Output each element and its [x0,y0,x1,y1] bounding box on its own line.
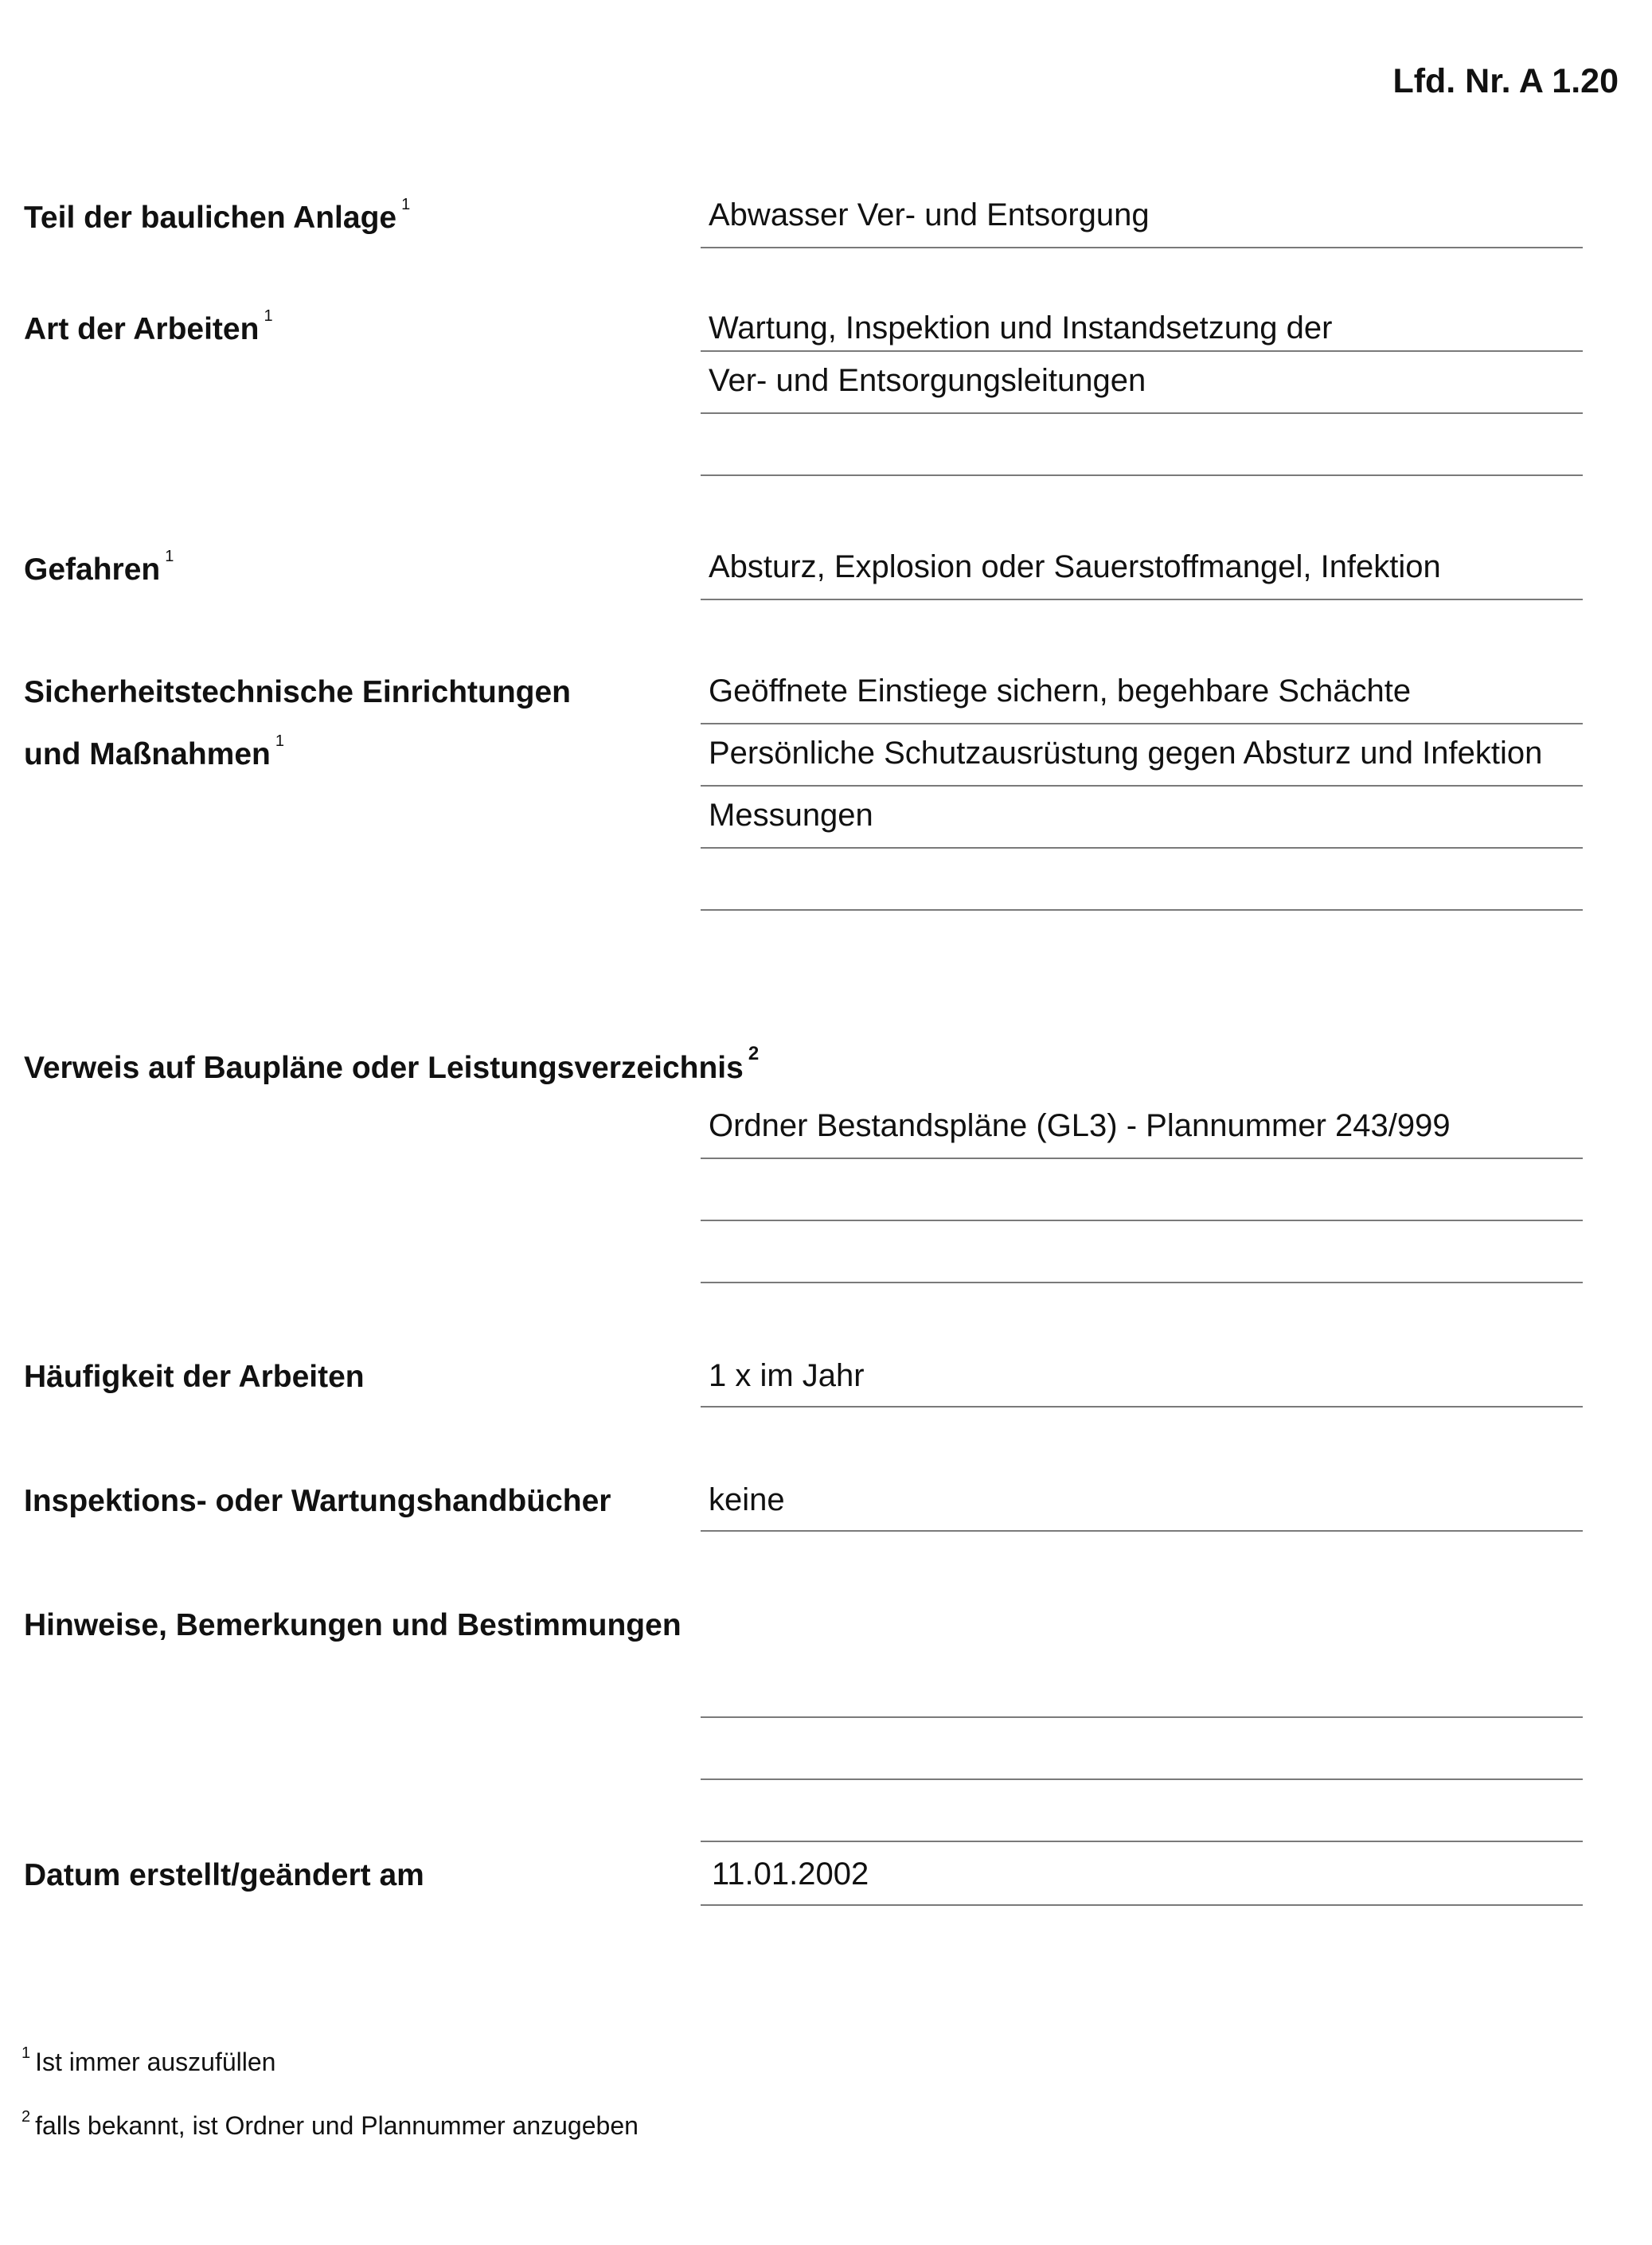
value-handbuecher: keine [709,1482,785,1517]
footnote-text: falls bekannt, ist Ordner und Plannummer anzugeben [35,2111,639,2140]
value-sicherheit-line1: Geöffnete Einstiege sichern, begehbare Schächte [709,674,1412,709]
footnote-marker: 1 [401,196,411,213]
label-sicherheit-line2 [24,732,284,772]
form-line [701,1841,1583,1842]
label-text: Teil der baulichen Anlage [24,201,397,235]
form-line [701,847,1583,849]
form-line [701,1716,1583,1718]
label-sicherheit-line1: Sicherheitstechnische Einrichtungen [24,675,571,709]
value-sicherheit-line3: Messungen [709,798,873,833]
footnote-marker: 1 [275,732,284,750]
footnote-marker: 1 [264,307,273,325]
form-line [701,1406,1583,1408]
label-hinweise: Hinweise, Bemerkungen und Bestimmungen [24,1608,681,1642]
footnote-1 [21,2044,276,2077]
label-haeufigkeit: Häufigkeit der Arbeiten [24,1360,365,1394]
value-gefahren: Absturz, Explosion oder Sauerstoffmangel, Infektion [709,549,1441,584]
footnote-marker: 1 [165,548,174,565]
form-line [701,1282,1583,1283]
label-text: und Maßnahmen [24,737,271,771]
footnote-text: Ist immer auszufüllen [35,2048,276,2076]
label-datum: Datum erstellt/geändert am [24,1858,424,1892]
form-line [701,1530,1583,1532]
form-line [701,1220,1583,1221]
label-gefahren [24,548,174,588]
reference-number: Lfd. Nr. A 1.20 [1392,62,1619,100]
value-verweis: Ordner Bestandspläne (GL3) - Plannummer 243/999 [709,1108,1451,1143]
label-text: Gefahren [24,552,161,587]
footnote-marker: 2 [21,2108,31,2126]
form-line [701,474,1583,476]
form-line [701,350,1583,352]
label-art-der-arbeiten [24,307,273,347]
form-line [701,723,1583,724]
form-line [701,785,1583,787]
form-line [701,909,1583,911]
form-line [701,1778,1583,1780]
form-line [701,412,1583,414]
value-datum: 11.01.2002 [712,1857,869,1892]
form-line [701,247,1583,248]
footnote-2 [21,2108,639,2141]
form-line [701,1904,1583,1906]
label-teil-der-baulichen-anlage [24,196,411,236]
value-art-line1: Wartung, Inspektion und Instandsetzung der [709,310,1333,346]
footnote-marker: 2 [748,1043,760,1064]
label-text: Art der Arbeiten [24,312,260,346]
value-haeufigkeit: 1 x im Jahr [709,1358,865,1393]
label-handbuecher: Inspektions- oder Wartungshandbücher [24,1484,611,1518]
label-text: Verweis auf Baupläne oder Leistungsverzeichnis [24,1051,744,1085]
footnote-marker: 1 [21,2044,31,2062]
label-verweis [24,1043,760,1086]
value-art-line2: Ver- und Entsorgungsleitungen [709,363,1146,398]
value-sicherheit-line2: Persönliche Schutzausrüstung gegen Absturz und Infektion [709,736,1543,771]
form-line [701,1158,1583,1159]
value-teil: Abwasser Ver- und Entsorgung [709,197,1150,232]
form-line [701,599,1583,600]
